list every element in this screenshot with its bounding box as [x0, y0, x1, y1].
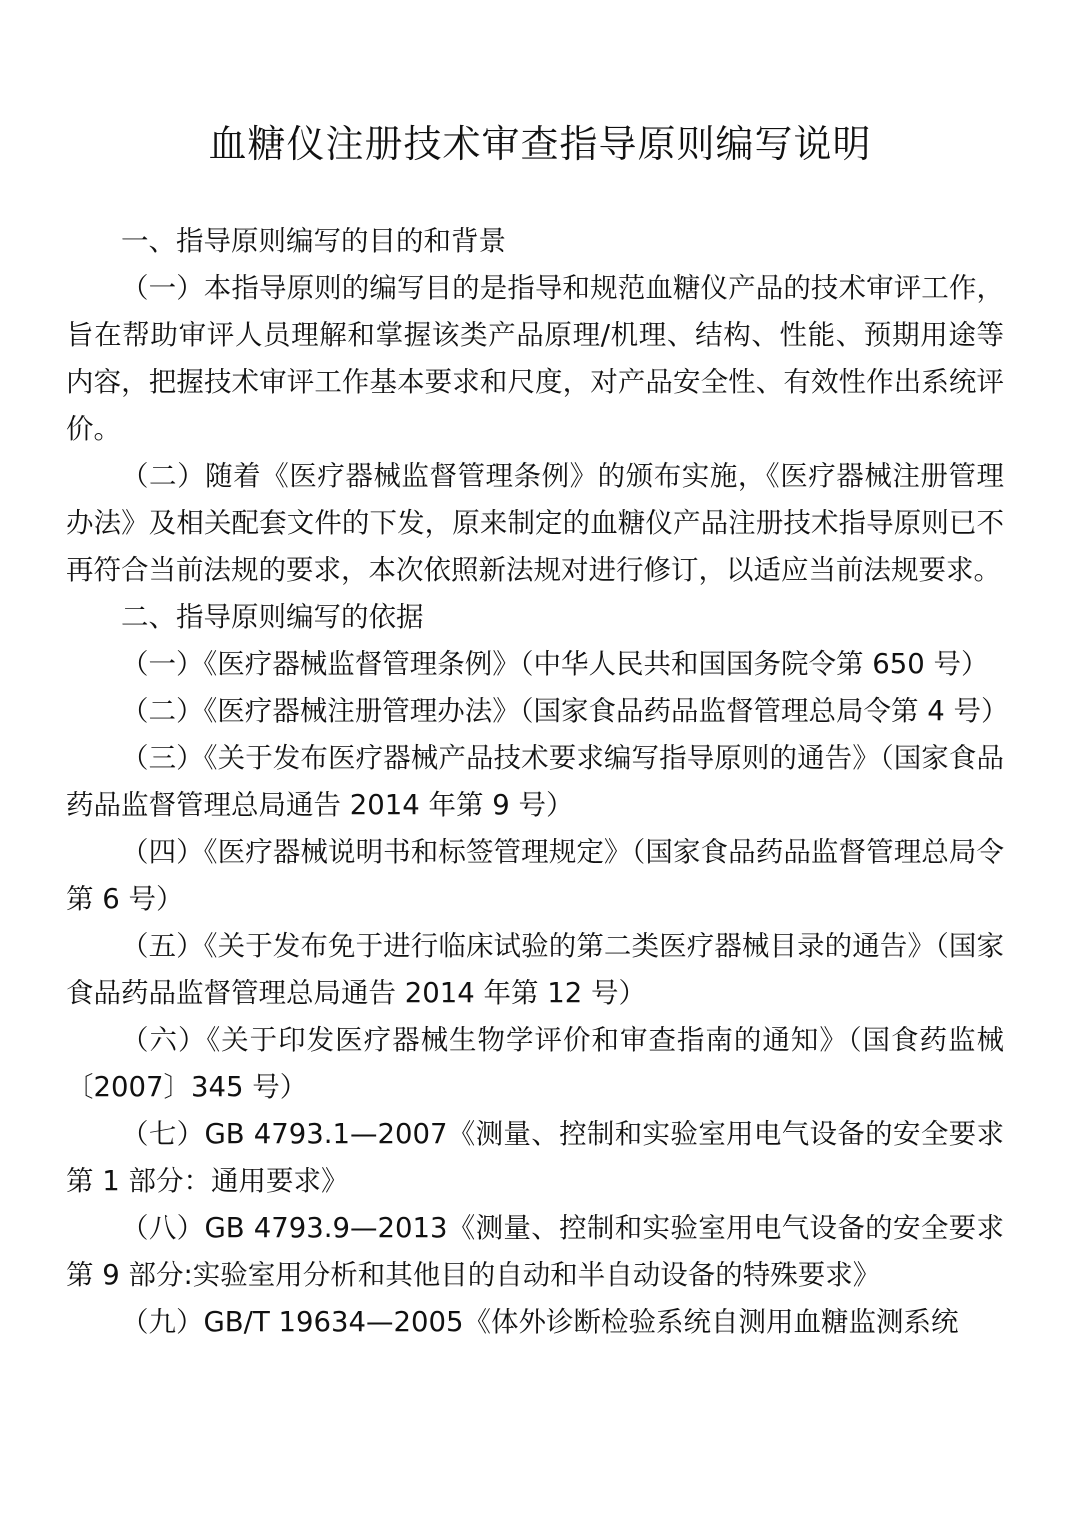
- basis-item-1: （一）《医疗器械监督管理条例》（中华人民共和国国务院令第 650 号）: [121, 648, 989, 680]
- document-title: 血糖仪注册技术审查指导原则编写说明: [208, 122, 872, 166]
- basis-item-2: （二）《医疗器械注册管理办法》（国家食品药品监督管理总局令第 4 号）: [121, 695, 1009, 727]
- paragraph-background: （二）随着《医疗器械监督管理条例》的颁布实施，《医疗器械注册管理办法》及相关配套文件的下发，原来制定的血糖仪产品注册技术指导原则已不再符合当前法规的要求，本次依照新法规对进行修订，以适应当前法规要求。: [66, 460, 1004, 586]
- basis-item-9: （九）GB/T 19634—2005《体外诊断检验系统自测用血糖监测系统: [121, 1306, 959, 1338]
- paragraph-purpose: （一）本指导原则的编写目的是指导和规范血糖仪产品的技术审评工作，旨在帮助审评人员理解和掌握该类产品原理/机理、结构、性能、预期用途等内容，把握技术审评工作基本要求和尺度，对产品安全性、有效性作出系统评价。: [66, 272, 1004, 445]
- section-heading-1: 一、指导原则编写的目的和背景: [121, 225, 506, 257]
- section-heading-2: 二、指导原则编写的依据: [121, 601, 424, 633]
- basis-item-8: （八）GB 4793.9—2013《测量、控制和实验室用电气设备的安全要求 第 9 部分:实验室用分析和其他目的自动和半自动设备的特殊要求》: [66, 1212, 1004, 1291]
- basis-item-7: （七）GB 4793.1—2007《测量、控制和实验室用电气设备的安全要求 第 1 部分：通用要求》: [66, 1118, 1004, 1197]
- basis-item-3: （三）《关于发布医疗器械产品技术要求编写指导原则的通告》（国家食品药品监督管理总局通告 2014 年第 9 号）: [66, 742, 1004, 821]
- basis-item-6: （六）《关于印发医疗器械生物学评价和审查指南的通知》（国食药监械〔2007〕345 号）: [66, 1024, 1004, 1103]
- basis-item-5: （五）《关于发布免于进行临床试验的第二类医疗器械目录的通告》（国家食品药品监督管理总局通告 2014 年第 12 号）: [66, 930, 1004, 1009]
- basis-item-4: （四）《医疗器械说明书和标签管理规定》（国家食品药品监督管理总局令第 6 号）: [66, 836, 1004, 915]
- document-body: [66, 218, 1009, 1346]
